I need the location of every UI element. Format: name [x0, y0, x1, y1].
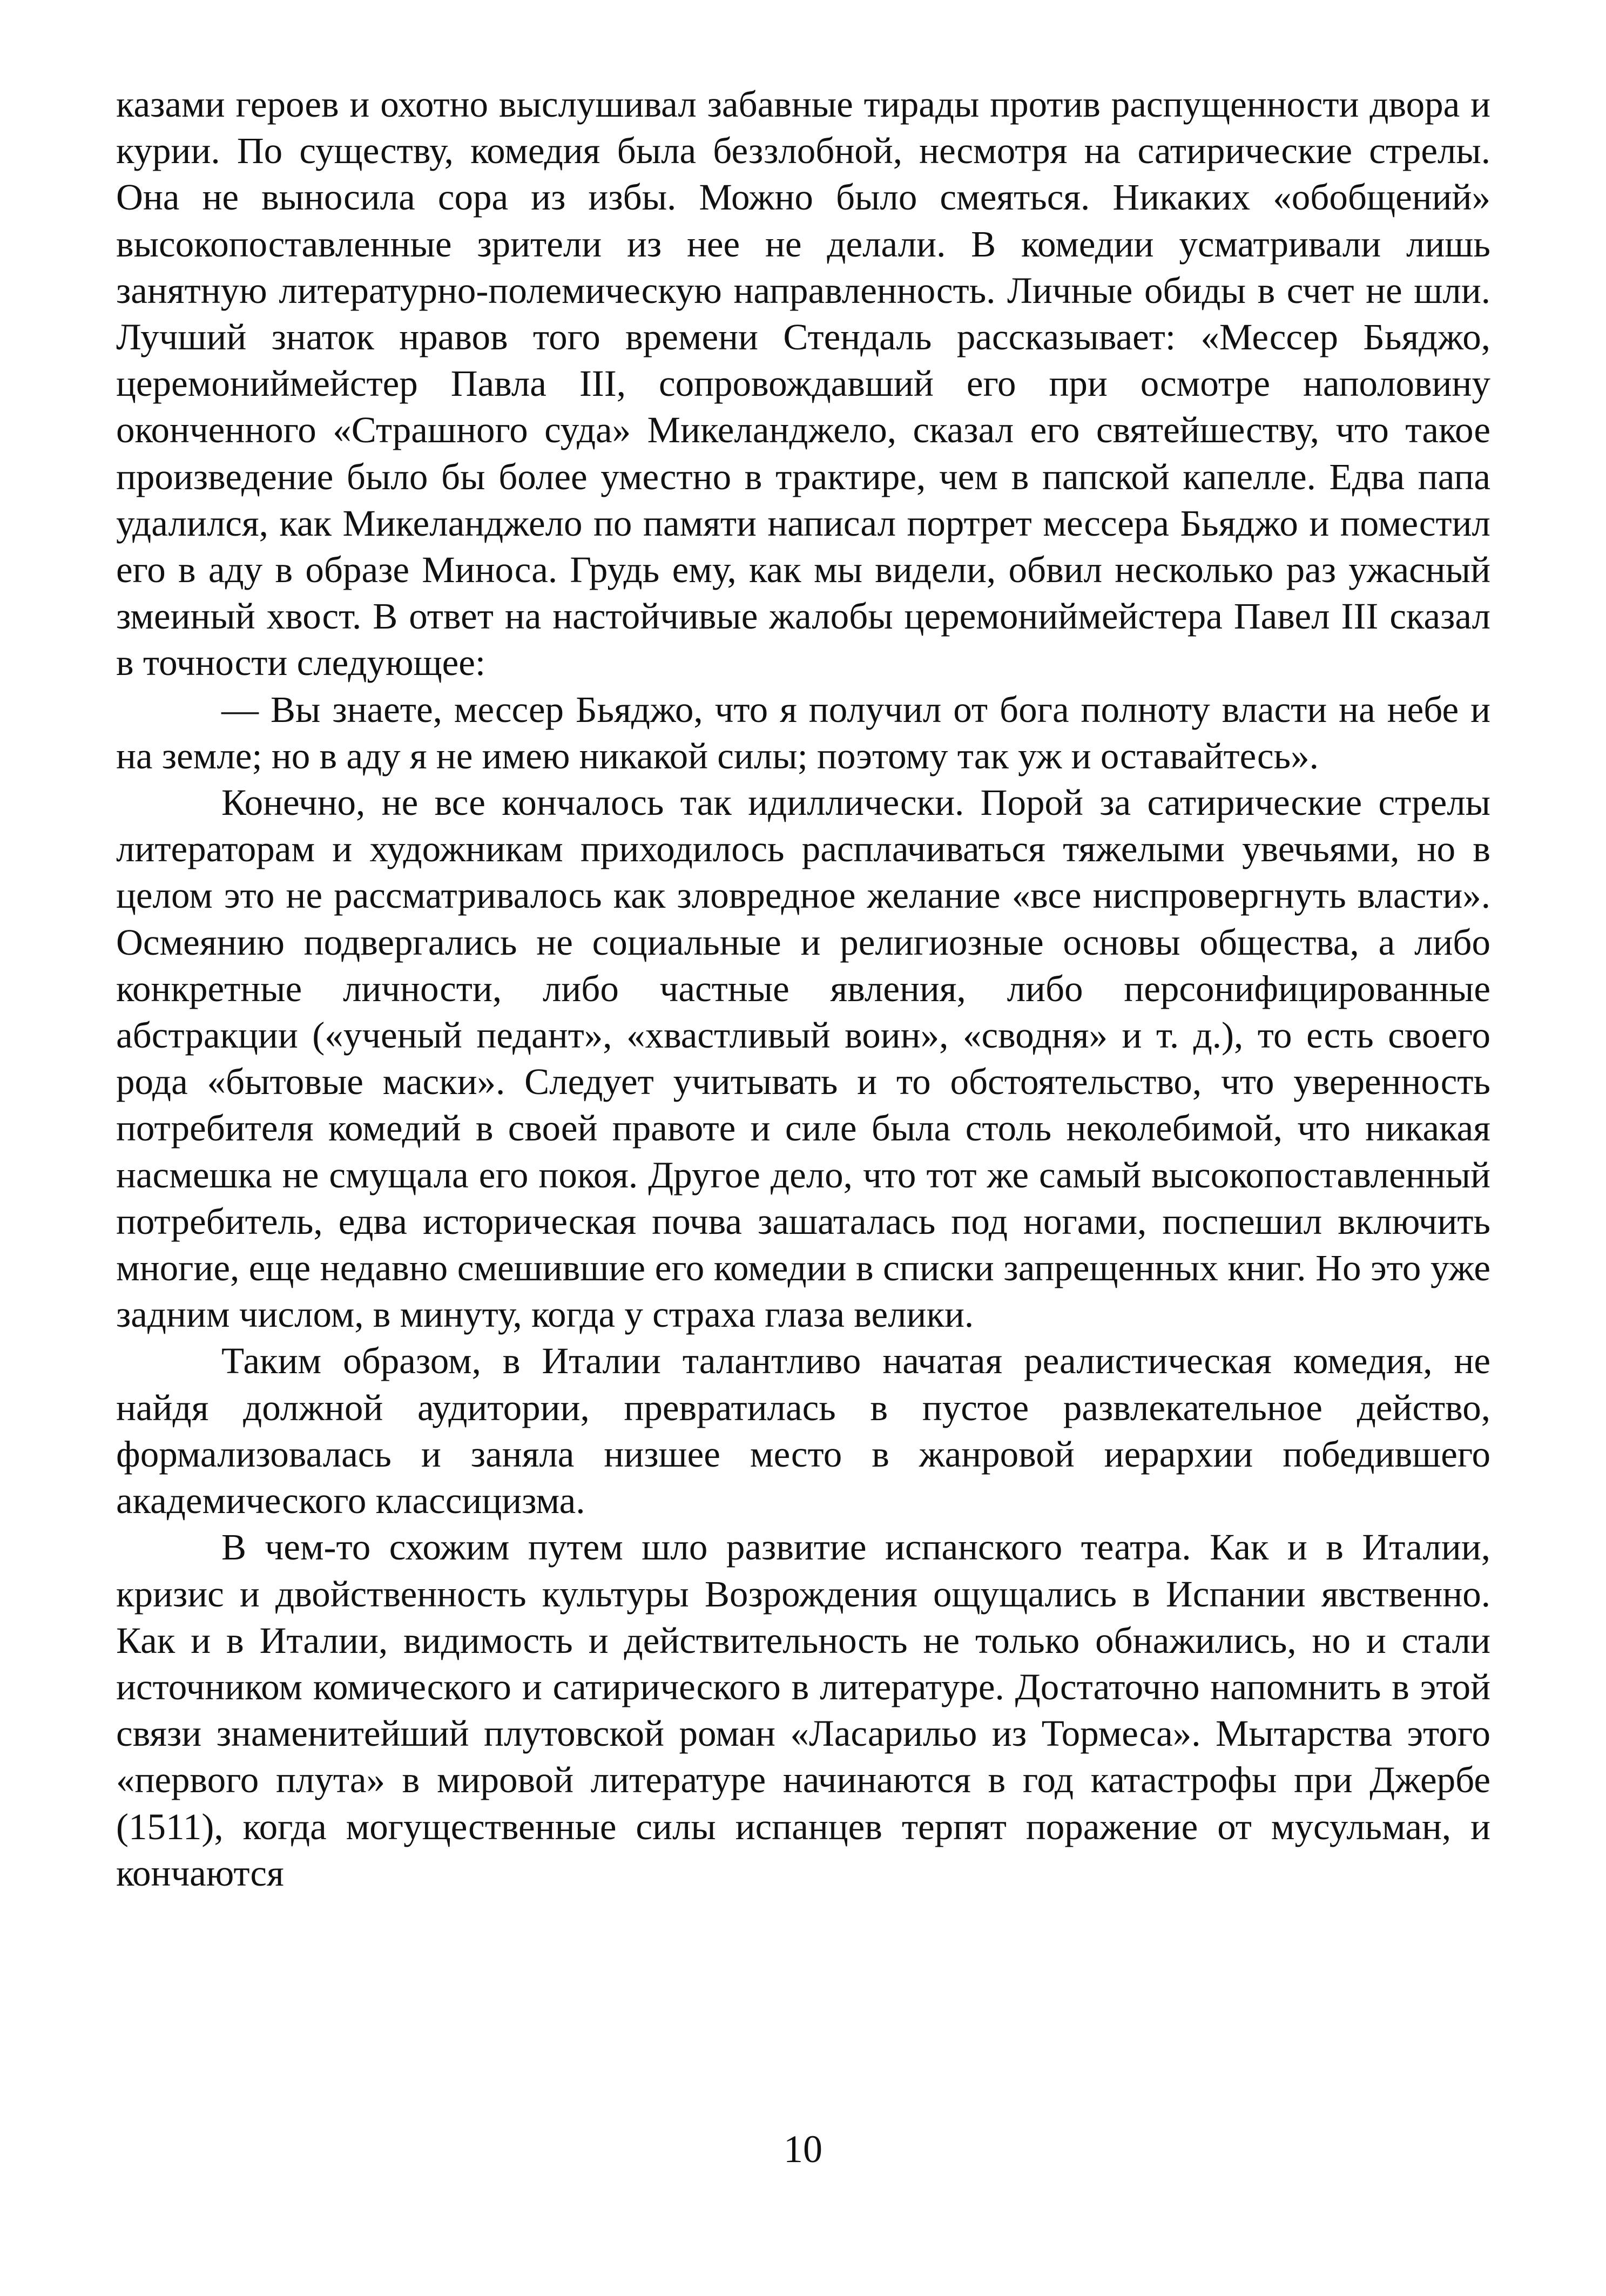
paragraph-2: — Вы знаете, мессер Бьяджо, что я получил от бога полноту власти на небе и на земле; но в аду я не имею никакой силы; поэтому так уж и оставайтесь».	[116, 688, 1490, 776]
paragraph-5: В чем-то схожим путем шло развитие испанского театра. Как и в Италии, кризис и двойственность культуры Возрождения ощущались в Испании явственно. Как и в Италии, видимость и действительность не только обнажились, но и стали источником комического и сатирического в литературе. Достаточно напомнить в этой связи знаменитейший плутовской роман «Ласарильо из Тормеса». Мытарства этого «первого плута» в мировой литературе начинаются в год катастрофы при Джербе (1511), когда могущественные силы испанцев терпят поражение от мусульман, и кончаются	[116, 1527, 1490, 1894]
paragraph-3: Конечно, не все кончалось так идиллически. Порой за сатирические стрелы литераторам и художникам приходилось расплачиваться тяжелыми увечьями, но в целом это не рассматривалось как зловредное желание «все ниспровергнуть власти». Осмеянию подвергались не социальные и религиозные основы общества, а либо конкретные личности, либо частные явления, либо персонифицированные абстракции («ученый педант», «хвастливый воин», «сводня» и т. д.), то есть своего рода «бытовые маски». Следует учитывать и то обстоятельство, что уверенность потребителя комедий в своей правоте и силе была столь неколебимой, что никакая насмешка не смущала его покоя. Другое дело, что тот же самый высокопоставленный потребитель, едва историческая почва зашаталась под ногами, поспешил включить многие, еще недавно смешившие его комедии в списки запрещенных книг. Но это уже задним числом, в минуту, когда у страха глаза велики.	[116, 782, 1490, 1335]
paragraph-1: казами героев и охотно выслушивал забавные тирады против распущенности двора и курии. По существу, комедия была беззлобной, несмотря на сатирические стрелы. Она не выносила сора из избы. Можно было смеяться. Никаких «обобщений» высокопоставленные зрители из нее не делали. В комедии усматривали лишь занятную литературно-полемическую направленность. Личные обиды в счет не шли. Лучший знаток нравов того времени Стендаль рассказывает: «Мессер Бьяджо, церемониймейстер Павла III, сопровождавший его при осмотре наполовину оконченного «Страшного суда» Микеланджело, сказал его святейшеству, что такое произведение было бы более уместно в трактире, чем в папской капелле. Едва папа удалился, как Микеланджело по памяти написал портрет мессера Бьяджо и поместил его в аду в образе Миноса. Грудь ему, как мы видели, обвил несколько раз ужасный змеиный хвост. В ответ на настойчивые жалобы церемониймейстера Павел III сказал в точности следующее:	[116, 84, 1490, 684]
page-number: 10	[784, 2128, 822, 2171]
body-text	[116, 81, 1490, 1896]
paragraph-4: Таким образом, в Италии талантливо начатая реалистическая комедия, не найдя должной аудитории, превратилась в пустое развлекательное действо, формализовалась и заняла низшее место в жанровой иерархии победившего академического классицизма.	[116, 1340, 1490, 1522]
